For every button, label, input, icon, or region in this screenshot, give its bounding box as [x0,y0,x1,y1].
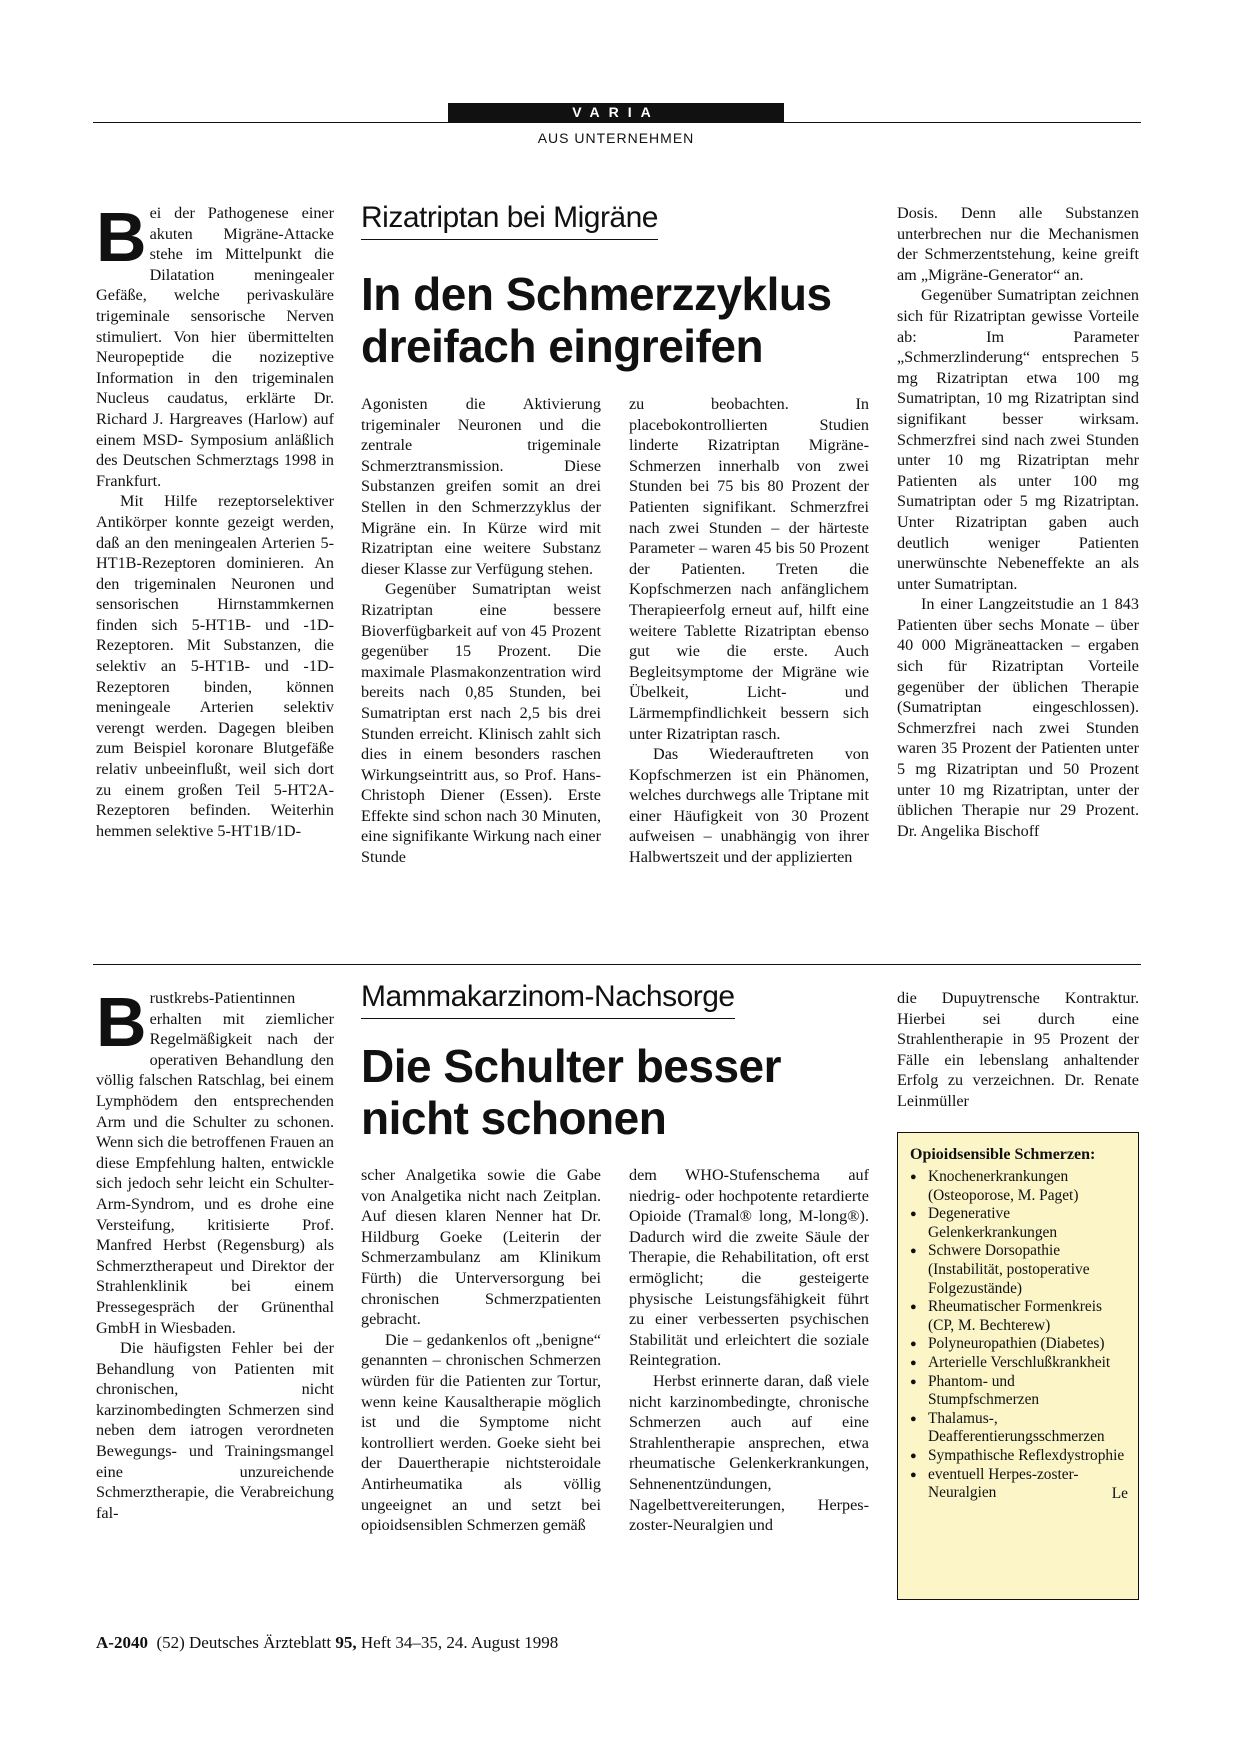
list-item: ● Sympathische Reflexdystrophie [910,1447,1128,1466]
list-item: ● eventuell Herpes-zoster-Neuralgien [910,1466,1128,1503]
page-footer: A-2040 (52) Deutsches Ärzteblatt 95, Heft 34–35, 24. August 1998 [96,1633,559,1652]
article2-column-2: scher Analgetika sowie die Gabe von Analgetika nicht nach Zeitplan. Auf diesen klaren Nenner hat Dr. Hildburg Goeke (Leiterin der Schmerzambulanz am Klinikum Fürth) die Unterversorgung bei chronischen Schmerzpatienten gebracht. Die – gedankenlos oft „benigne“ genannten – chronischen Schmerzen würden für die Patienten zur Tortur, wenn keine Kausaltherapie möglich ist und die Symptome nicht kontrolliert werden. Goeke sieht bei der Dauertherapie nichtsteroidale Antirheumatika als völlig ungeeignet an und setzt bei opioidsensiblen Schmerzen gemäß [361,1166,601,1535]
subsection-label: AUS UNTERNEHMEN [537,130,695,146]
info-box-title: Opioidsensible Schmerzen: [910,1146,1096,1163]
list-item: ● Thalamus-, Deafferentierungsschmerzen [910,1410,1128,1447]
article1-headline: In den Schmerzzyklus dreifach eingreifen [361,268,832,372]
article1-kicker: Rizatriptan bei Migräne [361,200,658,240]
article1-column-1: Bei der Pathogenese einer akuten Migräne-Attacke stehe im Mittelpunkt die Dilatation meningealer Gefäße, welche perivaskuläre trigeminale sensorische Nerven stimuliert. Von hier übermittelten Neuropeptide die nozizeptive Information in den trigeminalen Nucleus caudatus, erklärte Dr. Richard J. Hargreaves (Harlow) auf einem MSD- Symposium anläßlich des Deutschen Schmerztags 1998 in Frankfurt. Mit Hilfe rezeptorselektiver Antikörper konnte gezeigt werden, daß an den meningealen Arterien 5-HT1B-Rezeptoren dominieren. An den trigeminalen Neuronen und sensorischen Hirnstammkernen finden sich 5-HT1B- und -1D-Rezeptoren. Mit Substanzen, die selektiv an 5-HT1B- und -1D-Rezeptoren binden, können meningeale Arterien selektiv verengt werden. Dagegen bleiben zum Beispiel koronare Blutgefäße relativ unbeeinflußt, weil sich dort zu einem großen Teil 5-HT2A-Rezeptoren befinden. Weiterhin hemmen selektive 5-HT1B/1D- [96,198,334,840]
article2-column-1: Brustkrebs-Patientinnen erhalten mit ziemlicher Regelmäßigkeit nach der operativen Behandlung den völlig falschen Ratschlag, bei einem Lymphödem den entsprechenden Arm und die Schulter zu schonen. Wenn sich die betroffenen Frauen an diese Empfehlung halten, entwickle sich jedoch sehr leicht ein Schulter-Arm-Syndrom, und es drohe eine Versteifung, kritisierte Prof. Manfred Herbst (Regensburg) als Schmerztherapeut und Direktor der Strahlenklinik bei einem Pressegespräch der Grünenthal GmbH in Wiesbaden. Die häufigsten Fehler bei der Behandlung von Patienten mit chronischen, nicht karzinombedingten Schmerzen sind neben dem iatrogen verordneten Bewegungs- und Trainingsmangel eine unzureichende Schmerztherapie, die Verabreichung fal- [96,983,334,1522]
list-item: ● Knochenerkrankungen (Osteoporose, M. Paget) [910,1168,1128,1205]
list-item: ● Phantom- und Stumpfschmerzen [910,1373,1128,1410]
info-box-signature: Le [1111,1484,1128,1502]
section-label: VARIA [448,103,784,122]
article2-column-3: dem WHO-Stufenschema auf niedrig- oder hochpotente retardierte Opioide (Tramal® long, M-long®). Dadurch wird die zweite Säule der Therapie, die Rehabilitation, oft erst ermöglicht; die gesteigerte physische Leistungsfähigkeit führt zu einer verbesserten psychischen Stabilität und erleichtert die soziale Reintegration. Herbst erinnerte daran, daß viele nicht karzinombedingte, chronische Schmerzen auch auf eine Strahlentherapie ansprechen, etwa rheumatische Gelenkerkrankungen, Sehnenentzündungen, Nagelbettvereiterungen, Herpes-zoster-Neuralgien und [629,1166,869,1535]
article1-author: Dr. Angelika Bischoff [897,821,1040,840]
page-number: A-2040 [96,1633,148,1652]
article2-headline: Die Schulter besser nicht schonen [361,1040,782,1144]
list-item: ● Schwere Dorsopathie (Instabilität, postoperative Folgezustände) [910,1242,1128,1298]
volume-number: 95, [335,1633,357,1652]
article1-column-4: Dosis. Denn alle Substanzen unterbrechen nur die Mechanismen der Schmerzentstehung, keine greift am „Migräne-Generator“ an. Gegenüber Sumatriptan zeichnen sich für Rizatriptan gewisse Vorteile ab: Im Parameter „Schmerzlinderung“ entsprechen 5 mg Rizatriptan etwa 100 mg Sumatriptan, 10 mg Rizatriptan sind signifikant besser wirksam. Schmerzfrei sind nach zwei Stunden unter 10 mg Rizatriptan mehr Patienten als unter 100 mg Sumatriptan oder 5 mg Rizatriptan. Unter Rizatriptan gaben auch deutlich weniger Patienten unerwünschte Nebeneffekte an als unter Sumatriptan. In einer Langzeitstudie an 1 843 Patienten über sechs Monate – über 40 000 Migräneattacken – ergaben sich für Rizatriptan Vorteile gegenüber der üblichen Therapie (Sumatriptan eingeschlossen). Schmerzfrei nach zwei Stunden waren 35 Prozent der Patienten unter 5 mg Rizatriptan und 50 Prozent unter 10 mg Rizatriptan, unter der üblichen Therapie nur 29 Prozent. Dr. Angelika Bischoff [897,204,1139,840]
article1-column-2: Agonisten die Aktivierung trigeminaler Neuronen und die zentrale trigeminale Schmerztransmission. Diese Substanzen greifen somit an drei Stellen in den Schmerzzyklus der Migräne ein. In Kürze wird mit Rizatriptan eine weitere Substanz dieser Klasse zur Verfügung stehen. Gegenüber Sumatriptan weist Rizatriptan eine bessere Bioverfügbarkeit auf von 45 Prozent gegenüber 15 Prozent. Die maximale Plasmakonzentration wird bereits nach 0,85 Stunden, bei Sumatriptan erst nach 2,5 bis drei Stunden erreicht. Klinisch zahlt sich dies in einem besonders raschen Wirkungseintritt aus, so Prof. Hans-Christoph Diener (Essen). Erste Effekte sind schon nach 30 Minuten, eine signifikante Wirkung nach einer Stunde [361,395,601,867]
article2-column-4: die Dupuytrensche Kontraktur. Hierbei sei durch eine Strahlentherapie in 95 Prozent der Fälle ein lebenslang anhaltender Erfolg zu verzeichnen. Dr. Renate Leinmüller [897,989,1139,1110]
article1-column-3: zu beobachten. In placebokontrollierten Studien linderte Rizatriptan Migräne-Schmerzen innerhalb von zwei Stunden bei 75 bis 80 Prozent der Patienten signifikant. Schmerzfrei nach zwei Stunden – der härteste Parameter – waren 45 bis 50 Prozent der Patienten. Treten die Kopfschmerzen nach anfänglichem Therapieerfolg erneut auf, hilft eine weitere Tablette Rizatriptan ebenso gut wie die erste. Auch Begleitsymptome der Migräne wie Übelkeit, Licht- und Lärmempfindlichkeit bessern sich unter Rizatriptan rasch. Das Wiederauftreten von Kopfschmerzen ist ein Phänomen, welches durchwegs alle Triptane mit einer Häufigkeit von 30 Prozent aufweisen – unabhängig von ihrer Halbwertszeit und der applizierten [629,395,869,867]
header-rule [93,122,1141,123]
list-item: ● Degenerative Gelenkerkrankungen [910,1205,1128,1242]
drop-cap: B [96,983,147,1061]
list-item: ● Polyneuropathien (Diabetes) [910,1335,1128,1354]
article2-kicker: Mammakarzinom-Nachsorge [361,979,735,1019]
opioid-info-box [897,1132,1139,1600]
drop-cap: B [96,198,147,276]
list-item: ● Rheumatischer Formenkreis (CP, M. Bechterew) [910,1298,1128,1335]
article2-author: Dr. Renate Leinmüller [897,1071,1139,1110]
list-item: ● Arterielle Verschlußkrankheit [910,1354,1128,1373]
info-box-list [910,1168,1128,1503]
article-separator [93,964,1141,965]
